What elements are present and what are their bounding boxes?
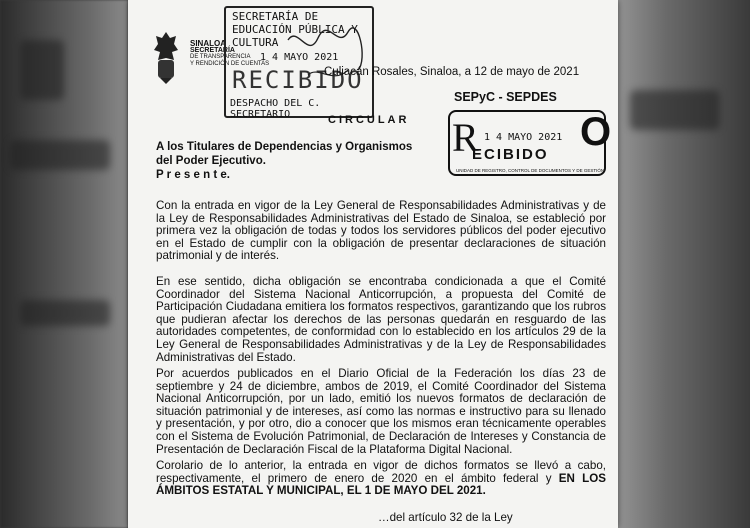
background-blur bbox=[20, 300, 110, 326]
stamp-secretaria-top: SECRETARÍA DE EDUCACIÓN PÚBLICA Y CULTURA bbox=[232, 10, 358, 49]
paragraph-5-partial: …del artículo 32 de la Ley bbox=[378, 511, 513, 524]
stamp-secretaria-received: RECIBIDO bbox=[232, 66, 364, 94]
stamp-secretaria-bottom: DESPACHO DEL C. SECRETARIO bbox=[230, 98, 321, 120]
gov-line-4: Y RENDICIÓN DE CUENTAS bbox=[190, 61, 270, 67]
gov-line-2: SECRETARÍA bbox=[190, 47, 235, 54]
state-seal-icon bbox=[152, 30, 180, 84]
stamp-sepyc-O: O bbox=[580, 110, 612, 154]
background-right bbox=[610, 0, 750, 528]
stamp-sepyc-fine-print: UNIDAD DE REGISTRO, CONTROL DE DOCUMENTOS Y DE GESTIÓN bbox=[456, 168, 605, 173]
gov-line-3: DE TRANSPARENCIA bbox=[190, 54, 251, 60]
paragraph-3: Por acuerdos publicados en el Diario Oficial de la Federación los días 23 de septiembre y 24 de diciembre, ambos de 2019, el Comité Coordinador del Sistema Nacional Anticorrupción, por un lado, emitió los nuevos formatos de declaración de situación patrimonial y de intereses, así como las normas e instructivo para su llenado y presentación, y por otro, dio a conocer que los mismos eran técnicamente operables con el Sistema de Evolución Patrimonial, de Declaración de Intereses y Constancia de Presentación de Declaración Fiscal de la Plataforma Digital Nacional. bbox=[156, 367, 606, 456]
paragraph-4-emphasis: EN LOS ÁMBITOS ESTATAL Y MUNICIPAL, EL 1 DE MAYO DEL 2021. bbox=[156, 471, 606, 498]
stamp-secretaria-date: 1 4 MAYO 2021 bbox=[260, 52, 339, 63]
document-page bbox=[128, 0, 618, 528]
stamp-sepyc-received: ECIBIDO bbox=[472, 146, 549, 163]
addressee-line-1: A los Titulares de Dependencias y Organismos bbox=[156, 141, 413, 153]
gov-line-1: SINALOA bbox=[190, 39, 226, 48]
sepyc-received-stamp bbox=[434, 88, 612, 180]
stamp-sepyc-R: R bbox=[452, 115, 479, 160]
addressee-line-3: P r e s e n t e. bbox=[156, 169, 230, 181]
paragraph-4-text: Corolario de lo anterior, la entrada en vigor de dichos formatos se llevó a cabo, respectivamente, el primero de enero de 2020 en el ámbito federal y bbox=[156, 459, 606, 485]
place-and-date: Culiacán Rosales, Sinaloa, a 12 de mayo de 2021 bbox=[324, 66, 580, 78]
paragraph-4 bbox=[156, 460, 606, 498]
background-blur bbox=[10, 140, 110, 170]
addressee-line-2: del Poder Ejecutivo. bbox=[156, 155, 266, 167]
background-blur bbox=[20, 40, 64, 100]
stamp-sepyc-date: 1 4 MAYO 2021 bbox=[484, 132, 563, 143]
background-blur bbox=[630, 90, 720, 130]
handwritten-signature bbox=[278, 20, 374, 90]
document-title: CIRCULAR bbox=[328, 114, 410, 126]
paragraph-2: En ese sentido, dicha obligación se encontraba condicionada a que el Comité Coordinador del Sistema Nacional Anticorrupción, a propuesta del Comité de Participación Ciudadana emitiera los formatos respectivos, garantizando que los rubros que pudieran afectar los derechos de las personas quedarán en resguardo de las autoridades competentes, de conformidad con lo establecido en los artículos 29 de la Ley General de Responsabilidades Administrativas y de la Ley de Responsabilidades Administrativas del Estado. bbox=[156, 275, 606, 364]
paragraph-1: Con la entrada en vigor de la Ley General de Responsabilidades Administrativas y de la Ley de Responsabilidades Administrativas del Estado de Sinaloa, se estableció por primera vez la obligación de todas y todos los servidores públicos del poder ejecutivo en el Estado de cumplir con la obligación de presentar declaraciones de situación patrimonial y de interés. bbox=[156, 199, 606, 263]
addressee-block bbox=[156, 140, 412, 182]
stamp-sepyc-header: SEPyC - SEPDES bbox=[454, 90, 557, 104]
